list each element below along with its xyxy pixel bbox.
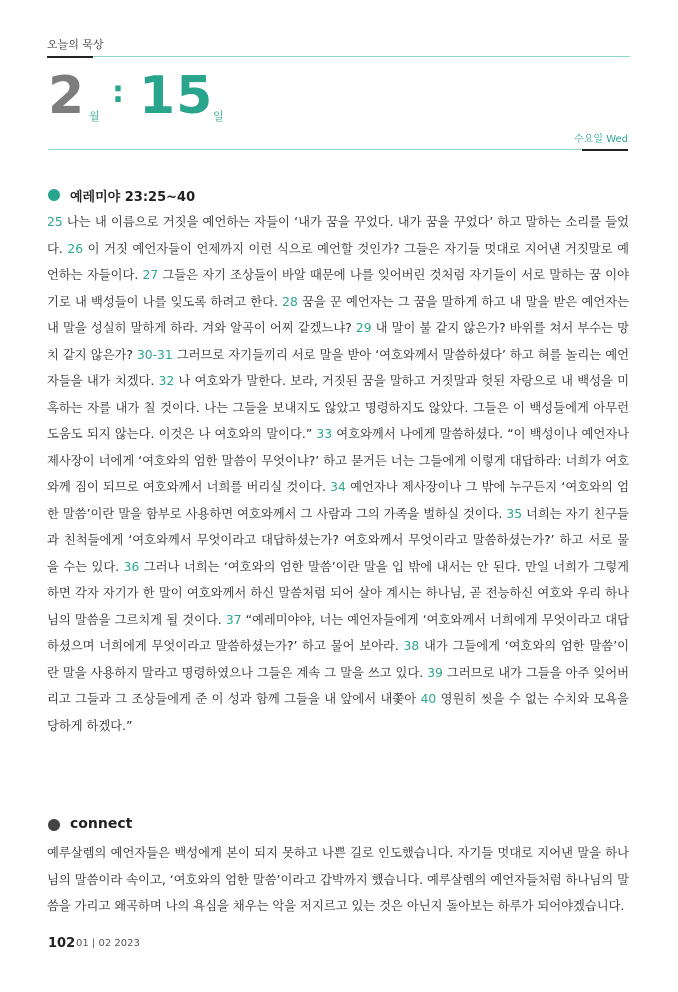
top-divider	[93, 56, 630, 57]
connect-body: 예루살렘의 예언자들은 백성에게 본이 되지 못하고 나쁜 길로 인도했습니다. 자기들 멋대로 지어낸 말을 하나님의 말씀이라 속이고, ‘여호와의 엄한 말씀’이라고 갑박까지 했습니다. 예루살렘의 예언자들처럼 하나님의 말씀을 가리고 왜곡하며 나의 욕심을 채우는 악을 저지르고 있는 것은 아닌지 돌아보는 하루가 되어야겠습니다.	[47, 846, 629, 913]
verse-text: 그들은 자기 조상들이 바알 때문에 나를 잊어버린 것처럼 자기들이 서로 말하는 꿈 이야기로 내 백성들이 나를 잊도록 하려고 한다.	[47, 268, 629, 309]
verse-text: 내 말이 불 같지 않은가? 바위를 쳐서 부수는 망치 같지 않은가?	[47, 321, 630, 362]
verse-number: 33	[316, 427, 333, 441]
verse-text: 너희는 자기 친구들과 친척들에게 ‘여호와께서 무엇이라고 대답하셨는가? 여호와께서 무엇이라고 말씀하셨는가?’ 하고 서로 물을 수는 있다.	[47, 506, 629, 574]
verse-text: 꿈을 꾼 예언자는 그 꿈을 말하게 하고 내 말을 받은 예언자는 내 말을 성실히 말하게 하라. 겨와 알곡이 어찌 같겠느냐?	[47, 294, 629, 335]
issue-date: 01 | 02 2023	[76, 938, 140, 949]
verse-number: 35	[506, 506, 523, 521]
header-divider	[48, 149, 582, 150]
verse-text: 그러므로 자기들끼리 서로 말을 받아 ‘여호와께서 말씀하셨다’ 하고 혀를 놀리는 예언자들을 내가 치겠다.	[47, 347, 629, 388]
verse-text: 여호와께서 나에게 말씀하셨다. “이 백성이나 예언자나 제사장이 너에게 ‘여호와의 엄한 말씀이 무엇이냐?’ 하고 묻거든 너는 그들에게 이렇게 대답하라: 너희가 여호와께 짐이 되므로 여호와께서 너희를 버리실 것이다.	[47, 427, 629, 494]
verse-number: 36	[123, 559, 140, 574]
date-month: 2	[48, 66, 85, 126]
date-day: 15	[139, 66, 214, 126]
page-number: 102	[48, 936, 76, 951]
verse-number: 29	[355, 321, 372, 335]
verse-number: 34	[330, 480, 346, 494]
verse-number: 25	[47, 215, 63, 229]
verse-number: 38	[403, 639, 420, 653]
verse-text: 예언자나 제사장이나 그 밖에 누구든지 ‘여호와의 엄한 말씀’이란 말을 함부로 사용하면 여호와께서 그 사람과 그의 가족을 벌하실 것이다.	[47, 480, 629, 521]
date-separator: :	[112, 75, 124, 110]
verse-text: 나 여호와가 말한다. 보라, 거짓된 꿈을 말하고 거짓말과 헛된 자랑으로 내 백성을 미혹하는 자를 내가 칠 것이다. 나는 그들을 보내지도 않았고 명령하지도 않았다. 그들은 이 백성들에게 아무런 도움도 되지 않는다. 이것은 나 여호와의 말이다.”	[47, 374, 629, 441]
section-label: 오늘의 묵상	[47, 38, 104, 51]
verse-text: 영원히 씻을 수 없는 수치와 모욕을 당하게 하겠다.”	[47, 692, 629, 733]
verse-text: 그러므로 내가 그들을 아주 잊어버리고 그들과 그 조상들에게 준 이 성과 함께 그들을 내 앞에서 내쫓아	[47, 665, 629, 706]
verse-number: 37	[225, 612, 242, 627]
verse-number: 32	[158, 374, 175, 388]
date-day-unit: 일	[213, 110, 224, 123]
verse-text: 내가 그들에게 ‘여호와의 엄한 말씀’이란 말을 사용하지 말라고 명령하였으나 그들은 계속 그 말을 쓰고 있다.	[47, 639, 629, 680]
verse-number: 40	[420, 692, 437, 706]
connect-title: connect	[70, 816, 133, 832]
weekday-underline	[582, 149, 628, 151]
verse-number: 27	[142, 268, 159, 282]
verse-text: 이 거짓 예언자들이 언제까지 이런 식으로 예언할 것인가? 그들은 자기들 멋대로 지어낸 거짓말로 예언하는 자들이다.	[47, 241, 630, 282]
verse-number: 26	[67, 241, 84, 256]
verse-text: 나는 내 이름으로 거짓을 예언하는 자들이 ‘내가 꿈을 꾸었다. 내가 꿈을 꾸었다’ 하고 말하는 소리를 들었다.	[47, 215, 629, 256]
connect-bullet-icon	[48, 819, 60, 831]
scripture-bullet-icon	[48, 189, 60, 201]
scripture-reference: 예레미야 23:25~40	[70, 190, 196, 205]
verse-number: 30-31	[136, 347, 173, 362]
scripture-text	[47, 209, 629, 739]
verse-number: 28	[282, 294, 298, 309]
verse-text: 그러나 너희는 ‘여호와의 엄한 말씀’이란 말을 입 밖에 내서는 안 된다. 만일 너희가 그렇게 하면 각자 자기가 한 말이 여호와께서 하신 말씀처럼 되어 살아 계시는 하나님, 곧 전능하신 여호와 우리 하나님의 말씀을 그르치게 될 것이다.	[47, 559, 629, 627]
verse-number: 39	[427, 665, 443, 680]
section-label-underline	[47, 56, 93, 58]
verse-text: “예레미야야, 너는 예언자들에게 ‘여호와께서 너희에게 무엇이라고 대답하셨으며 너희에게 무엇이라고 말씀하셨는가?’ 하고 물어 보아라.	[47, 612, 629, 653]
date-month-unit: 월	[89, 110, 100, 123]
weekday-label: 수요일 Wed	[574, 134, 628, 145]
